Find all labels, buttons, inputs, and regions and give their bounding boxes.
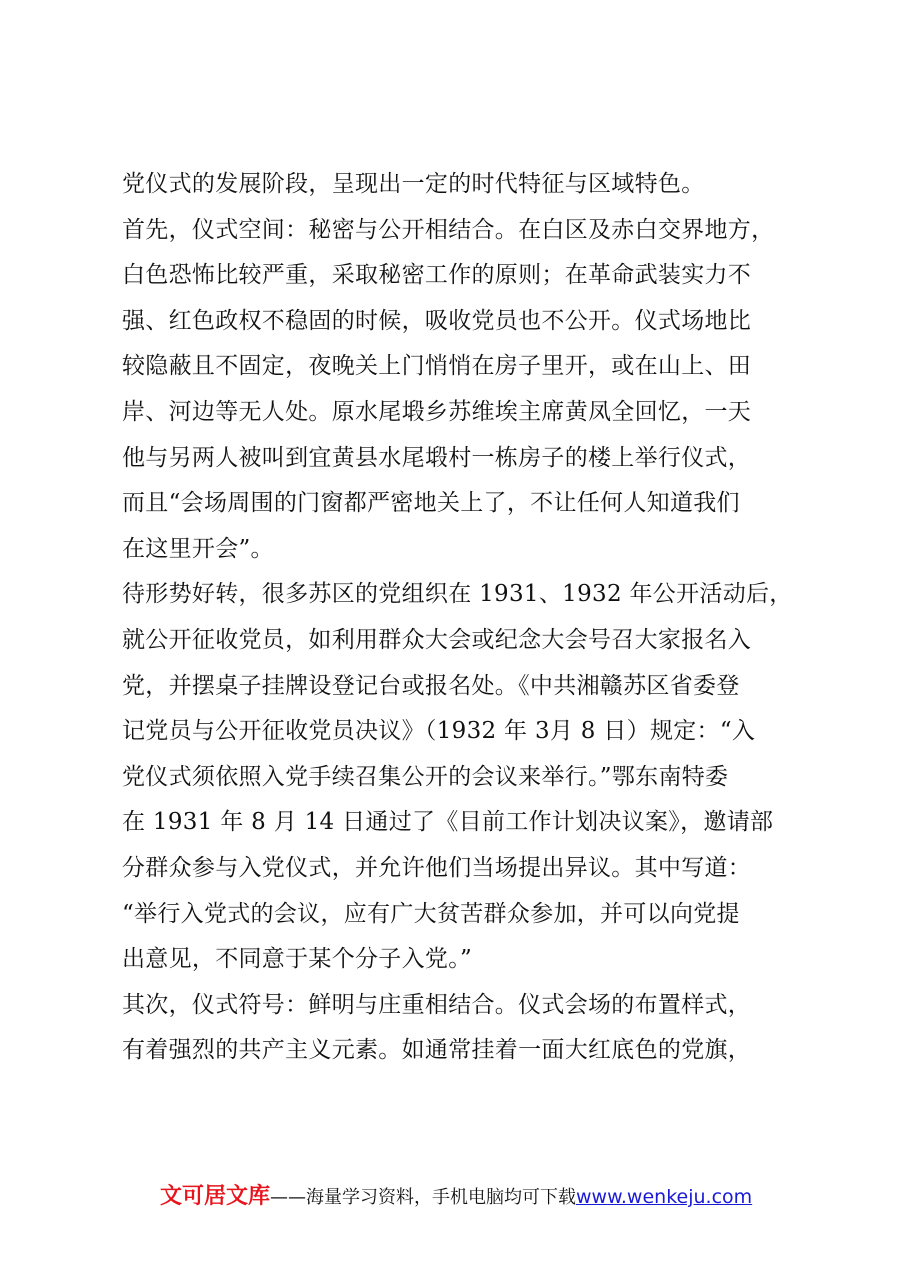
footer-link[interactable]: www.wenkeju.com: [576, 1186, 753, 1208]
text-line: 分群众参与入党仪式，并允许他们当场提出异议。其中写道：: [122, 854, 752, 881]
text-line: 待形势好转，很多苏区的党组织在 1931、1932 年公开活动后，: [122, 581, 793, 608]
document-body: [122, 162, 812, 1074]
footer-brand: 文可居文库: [160, 1184, 271, 1209]
text-line: 党仪式须依照入党手续召集公开的会议来举行。”鄂东南特委: [122, 763, 729, 790]
footer-tagline: ——海量学习资料，手机电脑均可下载: [270, 1187, 577, 1208]
text-line: 强、红色政权不稳固的时候，吸收党员也不公开。仪式场地比: [122, 307, 752, 334]
text-line: 岸、河边等无人处。原水尾塅乡苏维埃主席黄凤全回忆，一天: [122, 398, 752, 425]
text-line: 党仪式的发展阶段，呈现出一定的时代特征与区域特色。: [122, 171, 705, 197]
text-line: 出意见，不同意于某个分子入党。”: [122, 946, 473, 973]
text-line: 其次，仪式符号：鲜明与庄重相结合。仪式会场的布置样式，: [122, 991, 752, 1018]
text-line: 他与另两人被叫到宜黄县水尾塅村一栋房子的楼上举行仪式，: [122, 444, 752, 471]
text-line: 记党员与公开征收党员决议》（1932 年 3月 8 日）规定：“入: [122, 718, 756, 745]
text-line: 党，并摆桌子挂牌设登记台或报名处。《中共湘赣苏区省委登: [122, 672, 740, 699]
text-line: 就公开征收党员，如利用群众大会或纪念大会号召大家报名入: [122, 626, 752, 653]
text-line: 有着强烈的共产主义元素。如通常挂着一面大红底色的党旗，: [122, 1037, 752, 1064]
text-line: 白色恐怖比较严重，采取秘密工作的原则；在革命武装实力不: [122, 262, 752, 289]
text-line: 较隐蔽且不固定，夜晚关上门悄悄在房子里开，或在山上、田: [122, 353, 752, 380]
footer-banner: [160, 1180, 800, 1214]
text-line: “举行入党式的会议，应有广大贫苦群众参加，并可以向党提: [122, 900, 740, 927]
text-line: 在 1931 年 8 月 14 日通过了《目前工作计划决议案》，邀请部: [122, 809, 774, 836]
text-line: 而且“会场周围的门窗都严密地关上了，不让任何人知道我们: [122, 490, 740, 517]
text-line: 首先，仪式空间：秘密与公开相结合。在白区及赤白交界地方，: [122, 216, 775, 243]
text-line: 在这里开会”。: [122, 535, 274, 562]
